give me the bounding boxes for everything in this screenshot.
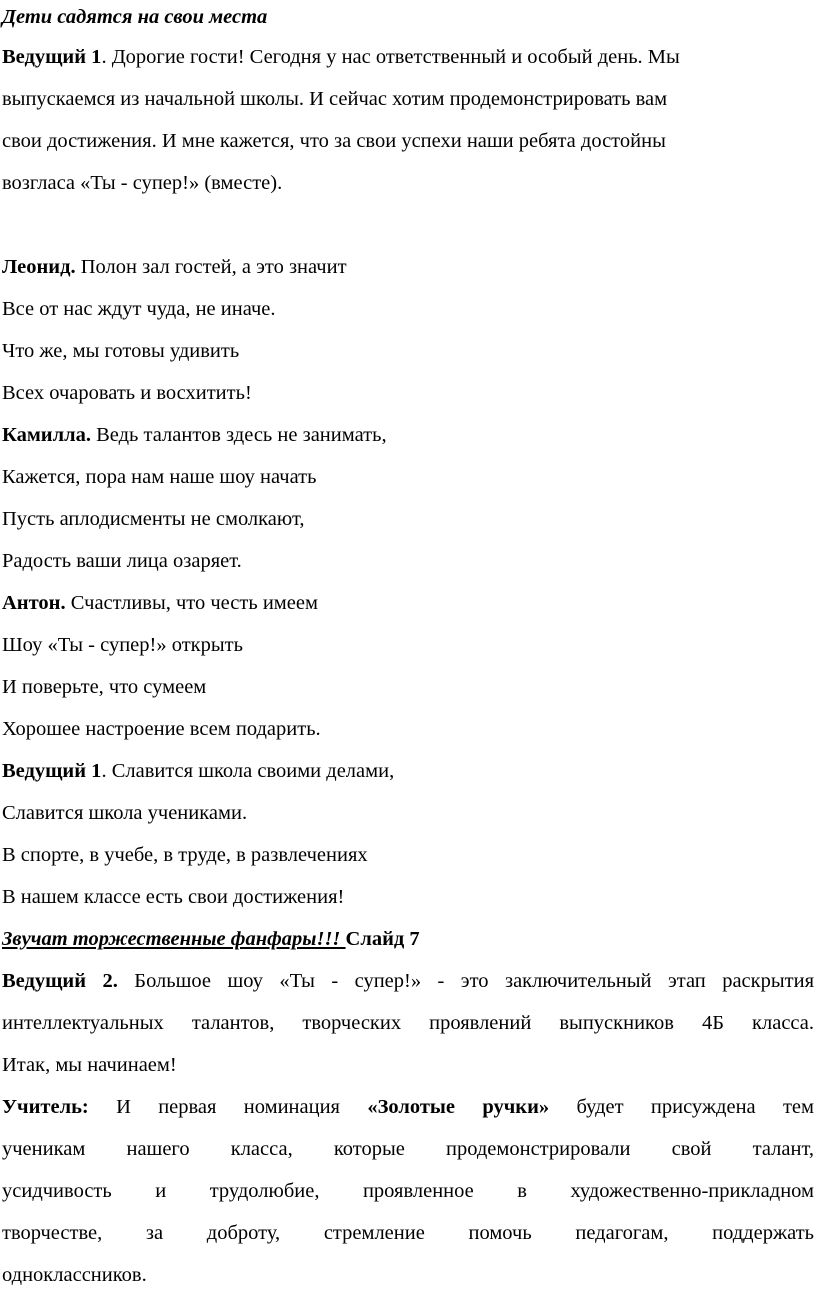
paragraph-teacher-line4: творчестве, за доброту, стремление помочь педагогам, поддержать [2,1222,814,1244]
verse-host1-line4: В нашем классе есть свои достижения! [2,886,345,908]
verse-anton-line1 [2,582,814,624]
speaker-anton: Антон. [2,592,66,614]
kamilla-text-1: Ведь талантов здесь не занимать, [91,424,387,446]
paragraph-host2-line1 [2,960,814,1002]
teacher-text-1a: И первая номинация [88,1096,368,1118]
verse-leonid-line4: Всех очаровать и восхитить! [2,382,252,404]
paragraph-host1-line1 [2,36,814,78]
stage-direction-heading: Дети садятся на свои места [2,6,268,28]
paragraph-host1-line3: свои достижения. И мне кажется, что за свои успехи наши ребята достойны [2,130,666,152]
nomination-title: «Золотые ручки» [367,1096,550,1118]
leonid-text-1: Полон зал гостей, а это значит [75,256,347,278]
verse-leonid-line1 [2,246,814,288]
document-page [2,2,814,1296]
speaker-leonid: Леонид. [2,256,76,278]
verse-kamilla-line3: Пусть аплодисменты не смолкают, [2,508,305,530]
verse-kamilla-line1 [2,414,814,456]
paragraph-teacher-line1 [2,1086,814,1128]
fanfare-cue-line [2,918,814,960]
speaker-teacher: Учитель: [2,1096,89,1118]
verse-host1-line3: В спорте, в учебе, в труде, в развлечениях [2,844,368,866]
paragraph-host2-line2: интеллектуальных талантов, творческих проявлений выпускников 4Б класса. [2,1012,814,1034]
speaker-host1: Ведущий 1 [2,46,102,68]
paragraph-host2-line3: Итак, мы начинаем! [2,1054,177,1076]
host1-verse-text-1: . Славится школа своими делами, [101,760,395,782]
verse-anton-line2: Шоу «Ты - супер!» открыть [2,634,243,656]
host1-text-1: . Дорогие гости! Сегодня у нас ответственный и особый день. Мы [101,46,680,68]
verse-host1-line2: Славится школа учениками. [2,802,248,824]
slide-number: Слайд 7 [345,928,420,950]
teacher-text-1b: будет присуждена тем [549,1096,814,1118]
verse-host1-line1 [2,750,814,792]
paragraph-host1-line4: возгласа «Ты - супер!» (вместе). [2,172,283,194]
anton-text-1: Счастливы, что честь имеем [65,592,318,614]
paragraph-host1-line2: выпускаемся из начальной школы. И сейчас хотим продемонстрировать вам [2,88,668,110]
verse-leonid-line3: Что же, мы готовы удивить [2,340,240,362]
host2-text-1: Большое шоу «Ты - супер!» - это заключительный этап раскрытия [117,970,814,992]
speaker-kamilla: Камилла. [2,424,91,446]
verse-leonid-line2: Все от нас ждут чуда, не иначе. [2,298,276,320]
verse-kamilla-line4: Радость ваши лица озаряет. [2,550,242,572]
paragraph-teacher-line3: усидчивость и трудолюбие, проявленное в художественно-прикладном [2,1180,814,1202]
verse-kamilla-line2: Кажется, пора нам наше шоу начать [2,466,317,488]
verse-anton-line3: И поверьте, что сумеем [2,676,207,698]
paragraph-teacher-line2: ученикам нашего класса, которые продемонстрировали свой талант, [2,1138,814,1160]
paragraph-teacher-line5: одноклассников. [2,1264,147,1286]
speaker-host1-second: Ведущий 1 [2,760,102,782]
fanfare-cue: Звучат торжественные фанфары!!! [2,928,346,950]
speaker-host2: Ведущий 2. [2,970,118,992]
blank-line [2,204,814,246]
verse-anton-line4: Хорошее настроение всем подарить. [2,718,321,740]
